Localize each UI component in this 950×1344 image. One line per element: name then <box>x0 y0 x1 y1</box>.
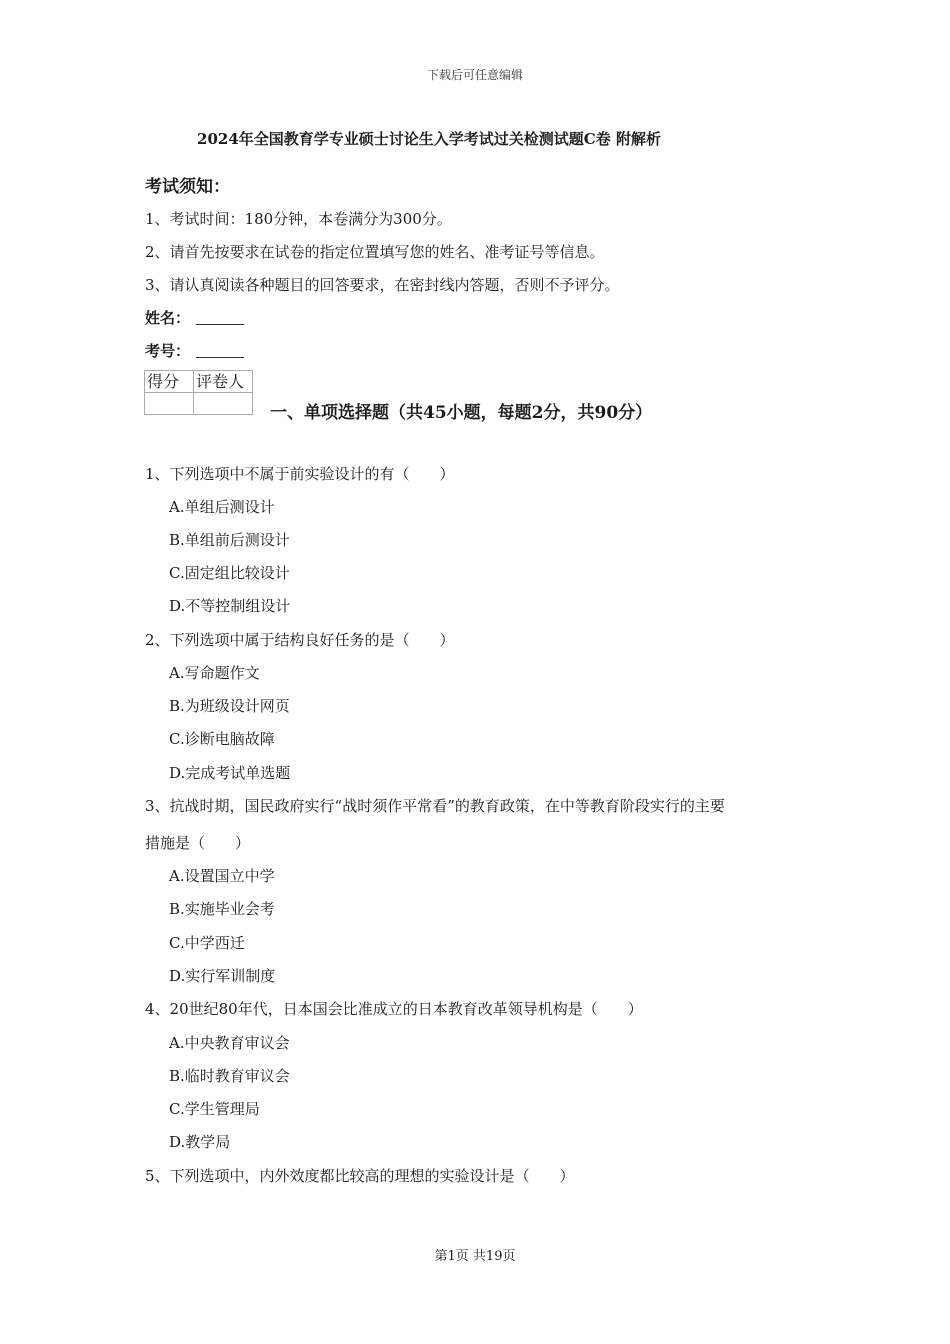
question-5-stem: 5、下列选项中，内外效度都比较高的理想的实验设计是（ ） <box>145 1167 575 1185</box>
question-1-option-b: B.单组前后测设计 <box>169 531 290 549</box>
section-title: 一、单项选择题（共45小题，每题2分，共90分） <box>270 403 653 423</box>
document-title: 2024年全国教育学专业硕士讨论生入学考试过关检测试题C卷 附解析 <box>197 130 661 148</box>
question-2-option-b: B.为班级设计网页 <box>169 697 290 715</box>
question-1-stem: 1、下列选项中不属于前实验设计的有（ ） <box>145 465 455 483</box>
name-label: 姓名： <box>145 309 191 327</box>
question-2-stem: 2、下列选项中属于结构良好任务的是（ ） <box>145 631 455 649</box>
notice-item-2: 2、请首先按要求在试卷的指定位置填写您的姓名、准考证号等信息。 <box>145 243 605 261</box>
question-3-stem-continued: 措施是（ ） <box>145 834 251 852</box>
question-2-option-a: A.写命题作文 <box>169 664 260 682</box>
question-3-option-a: A.设置国立中学 <box>169 867 275 885</box>
question-2-option-d: D.完成考试单选题 <box>169 764 291 782</box>
question-3-option-b: B.实施毕业会考 <box>169 900 275 918</box>
question-4-option-a: A.中央教育审议会 <box>169 1034 290 1052</box>
question-4-option-d: D.教学局 <box>169 1133 231 1151</box>
id-field <box>145 340 244 361</box>
question-1-option-a: A.单组后测设计 <box>169 498 275 516</box>
grader-cell <box>194 393 253 415</box>
header-note: 下载后可任意编辑 <box>426 68 523 82</box>
name-blank <box>196 310 244 325</box>
question-4-option-b: B.临时教育审议会 <box>169 1067 290 1085</box>
notice-item-1: 1、考试时间：180分钟，本卷满分为300分。 <box>145 210 452 228</box>
question-3-option-d: D.实行军训制度 <box>169 967 276 985</box>
score-header: 得分 <box>145 371 194 393</box>
question-4-stem: 4、20世纪80年代，日本国会比准成立的日本教育改革领导机构是（ ） <box>145 1000 643 1018</box>
score-cell <box>145 393 194 415</box>
question-3-stem: 3、抗战时期，国民政府实行“战时须作平常看”的教育政策，在中等教育阶段实行的主要 <box>145 797 725 815</box>
notice-item-3: 3、请认真阅读各种题目的回答要求，在密封线内答题，否则不予评分。 <box>145 276 620 294</box>
question-1-option-d: D.不等控制组设计 <box>169 597 291 615</box>
question-1-option-c: C.固定组比较设计 <box>169 564 290 582</box>
id-blank <box>196 343 244 358</box>
question-3-option-c: C.中学西迁 <box>169 934 245 952</box>
page-footer: 第1页 共19页 <box>434 1249 516 1264</box>
question-2-option-c: C.诊断电脑故障 <box>169 730 275 748</box>
question-4-option-c: C.学生管理局 <box>169 1100 260 1118</box>
id-label: 考号： <box>145 342 191 360</box>
notice-heading: 考试须知： <box>145 177 230 197</box>
name-field <box>145 307 244 328</box>
grader-header: 评卷人 <box>194 371 253 393</box>
score-table <box>144 370 253 415</box>
